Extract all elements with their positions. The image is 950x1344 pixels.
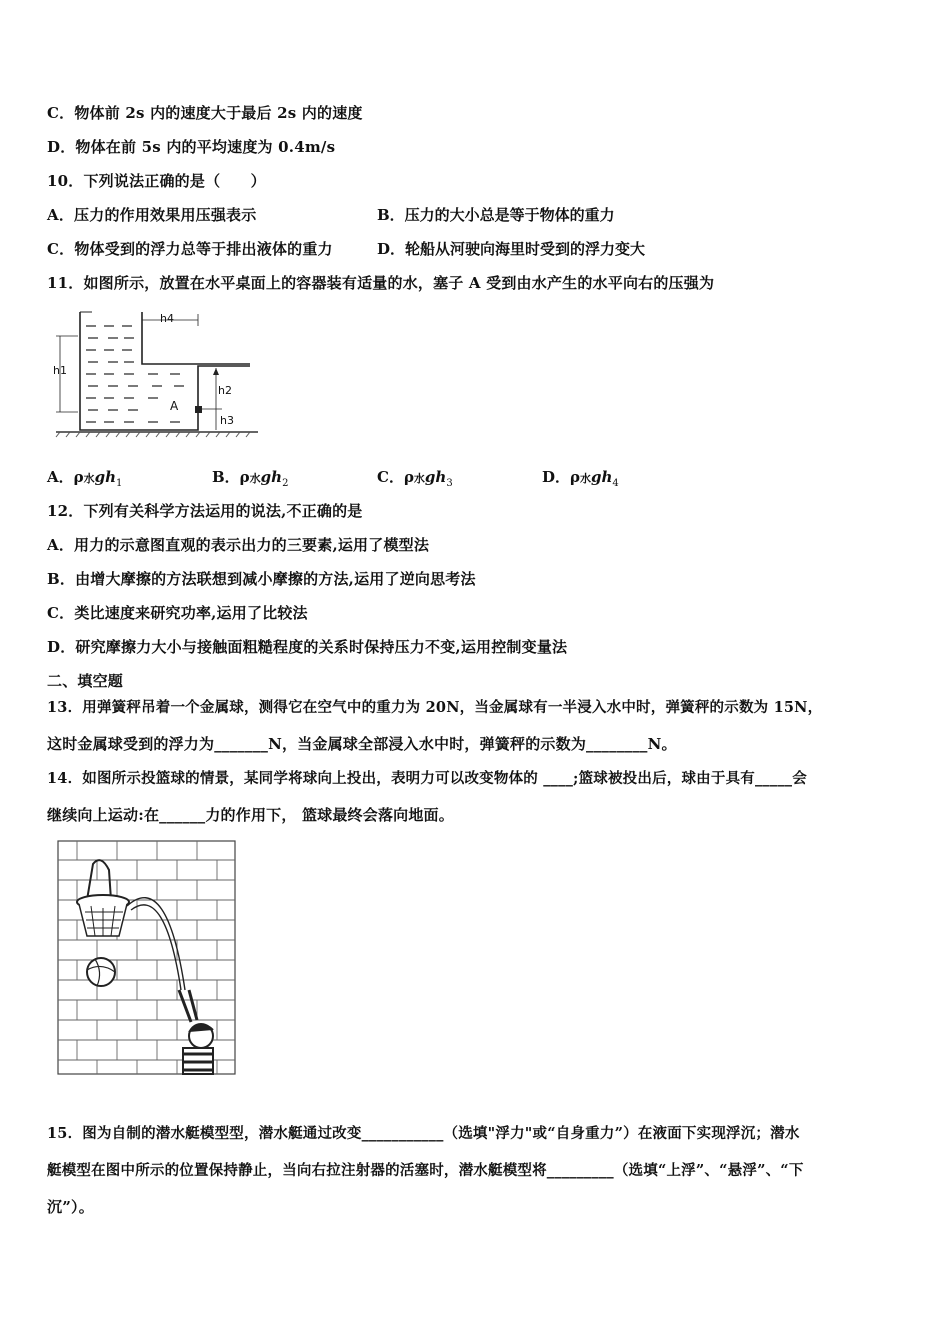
q13-line-1: 13．用弹簧秤吊着一个金属球，测得它在空气中的重力为 20N，当金属球有一半浸入水中时，弹簧秤的示数为 15N， [47,699,823,716]
q10-option-d: D．轮船从河驶向海里时受到的浮力变大 [377,240,646,258]
section-heading: 二、填空题 [47,672,124,690]
q11-stem: 11．如图所示，放置在水平桌面上的容器装有适量的水，塞子 A 受到由水产生的水平向右的压强为 [47,274,715,292]
q10-option-b: B．压力的大小总是等于物体的重力 [377,206,615,224]
figure-label-h1: h1 [53,364,67,377]
q12-option-a: A．用力的示意图直观的表示出力的三要素,运用了模型法 [47,536,430,554]
basketball-figure [57,840,237,1076]
q9-option-c: C．物体前 2s 内的速度大于最后 2s 内的速度 [47,104,363,122]
q12-option-c: C．类比速度来研究功率,运用了比较法 [47,604,308,622]
q14-line-1: 14．如图所示投篮球的情景，某同学将球向上投出，表明力可以改变物体的 ____;篮球被投出后，球由于具有_____会 [47,770,807,787]
figure-label-h3: h3 [220,414,234,427]
q12-option-b: B．由增大摩擦的方法联想到减小摩擦的方法,运用了逆向思考法 [47,570,476,588]
q11-option-d: D．ρ水$gh_4$ [542,468,619,489]
q15-line-3: 沉”）。 [47,1198,94,1216]
q12-stem: 12．下列有关科学方法运用的说法,不正确的是 [47,502,363,520]
q12-option-d: D．研究摩擦力大小与接触面粗糙程度的关系时保持压力不变,运用控制变量法 [47,638,568,656]
figure-label-h2: h2 [218,384,232,397]
q15-line-2: 艇模型在图中所示的位置保持静止，当向右拉注射器的活塞时，潜水艇模型将_________（选填“上浮”、“悬浮”、“下 [47,1162,804,1179]
q11-option-a: A．ρ水$gh_1$ [47,468,123,489]
q15-line-1: 15．图为自制的潜水艇模型型，潜水艇通过改变___________（选填"浮力"或“自身重力”）在液面下实现浮沉；潜水 [47,1125,800,1142]
q10-option-c: C．物体受到的浮力总等于排出液体的重力 [47,240,333,258]
q11-option-b: B．ρ水$gh_2$ [212,468,289,489]
q9-option-d: D．物体在前 5s 内的平均速度为 0.4m/s [47,138,336,156]
figure-label-a: A [170,399,179,413]
q14-line-2: 继续向上运动:在______力的作用下， 篮球最终会落向地面。 [47,806,454,824]
q11-option-c: C．ρ水$gh_3$ [377,468,453,489]
q10-stem: 10．下列说法正确的是（ ） [47,172,266,190]
figure-label-h4: h4 [160,312,174,325]
q10-option-a: A．压力的作用效果用压强表示 [47,206,257,224]
q13-line-2: 这时金属球受到的浮力为_______N，当金属球全部浸入水中时，弹簧秤的示数为________N。 [47,735,677,753]
